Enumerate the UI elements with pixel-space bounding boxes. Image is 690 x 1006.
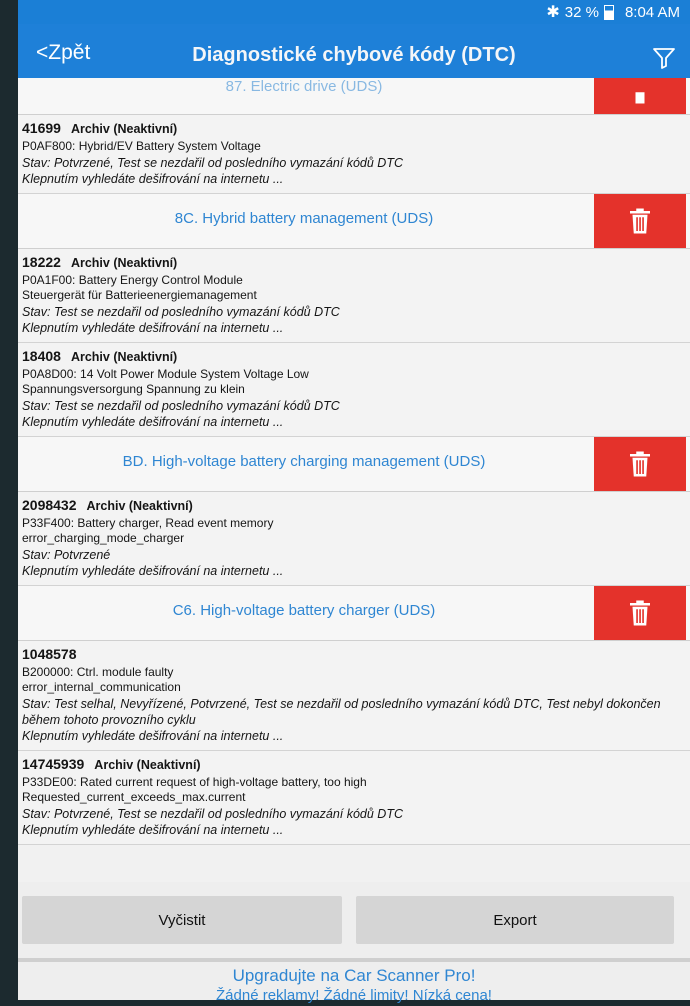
dtc-status: Stav: Test se nezdařil od posledního vymazání kódů DTC	[22, 304, 340, 319]
status-bar	[18, 0, 690, 24]
section-header	[18, 437, 690, 492]
battery-percent: 32 %	[564, 3, 599, 21]
export-button[interactable]: Export	[356, 896, 674, 944]
trash-icon	[625, 598, 655, 628]
dtc-search-hint[interactable]: Klepnutím vyhledáte dešifrování na internetu ...	[22, 171, 284, 186]
dtc-archive-label: Archiv (Neaktivní)	[70, 349, 178, 364]
dtc-description: Spannungsversorgung Spannung zu klein	[22, 382, 245, 396]
dtc-status: Stav: Potvrzené, Test se nezdařil od posledního vymazání kódů DTC	[22, 806, 403, 821]
delete-section-button[interactable]	[594, 194, 686, 248]
section-title: 87. Electric drive (UDS)	[225, 78, 383, 95]
dtc-search-hint[interactable]: Klepnutím vyhledáte dešifrování na internetu ...	[22, 320, 284, 335]
dtc-code: 18222	[22, 253, 61, 270]
dtc-description: B200000: Ctrl. module faulty	[22, 664, 174, 679]
dtc-archive-label: Archiv (Neaktivní)	[94, 757, 201, 772]
divider	[18, 958, 690, 962]
delete-section-button[interactable]	[594, 78, 686, 114]
section-title: C6. High-voltage battery charger (UDS)	[172, 601, 436, 619]
upgrade-promo[interactable]	[18, 966, 690, 1006]
delete-section-button[interactable]	[594, 586, 686, 640]
dtc-item[interactable]	[18, 249, 690, 343]
dtc-list[interactable]	[18, 78, 690, 882]
dtc-search-hint[interactable]: Klepnutím vyhledáte dešifrování na internetu ...	[22, 728, 284, 743]
clock: 8:04 AM	[624, 3, 680, 21]
delete-section-button[interactable]	[594, 437, 686, 491]
bluetooth-icon: ✱	[546, 4, 560, 21]
dtc-code: 2098432	[22, 496, 77, 513]
promo-title: Upgradujte na Car Scanner Pro!	[232, 966, 476, 985]
dtc-search-hint[interactable]: Klepnutím vyhledáte dešifrování na internetu ...	[22, 563, 284, 578]
battery-icon	[604, 5, 614, 20]
dtc-description: P0A1F00: Battery Energy Control Module	[22, 272, 243, 287]
section-header	[18, 586, 690, 641]
dtc-code: 18408	[22, 347, 61, 364]
dtc-description: P33DE00: Rated current request of high-voltage battery, too high	[22, 774, 367, 789]
dtc-status: Stav: Potvrzené, Test se nezdařil od posledního vymazání kódů DTC	[22, 155, 403, 170]
dtc-item[interactable]	[18, 343, 690, 437]
section-header	[18, 78, 690, 115]
dtc-search-hint[interactable]: Klepnutím vyhledáte dešifrování na internetu ...	[22, 414, 284, 429]
dtc-status: Stav: Test selhal, Nevyřízené, Potvrzené, Test se nezdařil od posledního vymazání kódů DTC, Test nebyl dokončen během tohoto provozního cyklu	[22, 696, 661, 727]
dtc-code: 1048578	[22, 645, 77, 662]
dtc-archive-label: Archiv (Neaktivní)	[86, 498, 193, 513]
dtc-search-hint[interactable]: Klepnutím vyhledáte dešifrování na internetu ...	[22, 822, 284, 837]
dtc-item[interactable]	[18, 115, 690, 194]
dtc-description: P0A8D00: 14 Volt Power Module System Voltage Low	[22, 366, 309, 381]
dtc-description: Steuergerät für Batterieenergiemanagement	[22, 288, 257, 302]
section-header	[18, 194, 690, 249]
dtc-archive-label: Archiv (Neaktivní)	[70, 255, 178, 270]
dtc-archive-label: Archiv (Neaktivní)	[70, 122, 178, 136]
back-button[interactable]: <Zpět	[36, 41, 91, 64]
section-title: 8C. Hybrid battery management (UDS)	[174, 209, 434, 227]
bottom-bar	[18, 882, 690, 1004]
dtc-description: Requested_current_exceeds_max.current	[22, 790, 246, 804]
filter-icon[interactable]	[652, 46, 676, 70]
dtc-description: error_internal_communication	[22, 680, 181, 694]
page-title: Diagnostické chybové kódy (DTC)	[192, 44, 516, 66]
promo-subtitle: Žádné reklamy! Žádné limity! Nízká cena!	[216, 987, 492, 1004]
dtc-code: 14745939	[22, 755, 85, 772]
dtc-status: Stav: Potvrzené	[22, 547, 111, 562]
dtc-description: P0AF800: Hybrid/EV Battery System Voltage	[22, 139, 261, 153]
trash-icon	[625, 206, 655, 236]
trash-icon	[631, 87, 649, 105]
dtc-description: P33F400: Battery charger, Read event memory	[22, 515, 274, 530]
dtc-code: 41699	[22, 120, 61, 136]
dtc-item[interactable]	[18, 751, 690, 845]
device-screen	[18, 0, 690, 1004]
clear-button[interactable]: Vyčistit	[22, 896, 342, 944]
section-title: BD. High-voltage battery charging management (UDS)	[122, 452, 486, 470]
dtc-description: error_charging_mode_charger	[22, 531, 185, 545]
trash-icon	[625, 449, 655, 479]
dtc-status: Stav: Test se nezdařil od posledního vymazání kódů DTC	[22, 398, 340, 413]
dtc-item[interactable]	[18, 492, 690, 586]
dtc-item[interactable]	[18, 641, 690, 751]
